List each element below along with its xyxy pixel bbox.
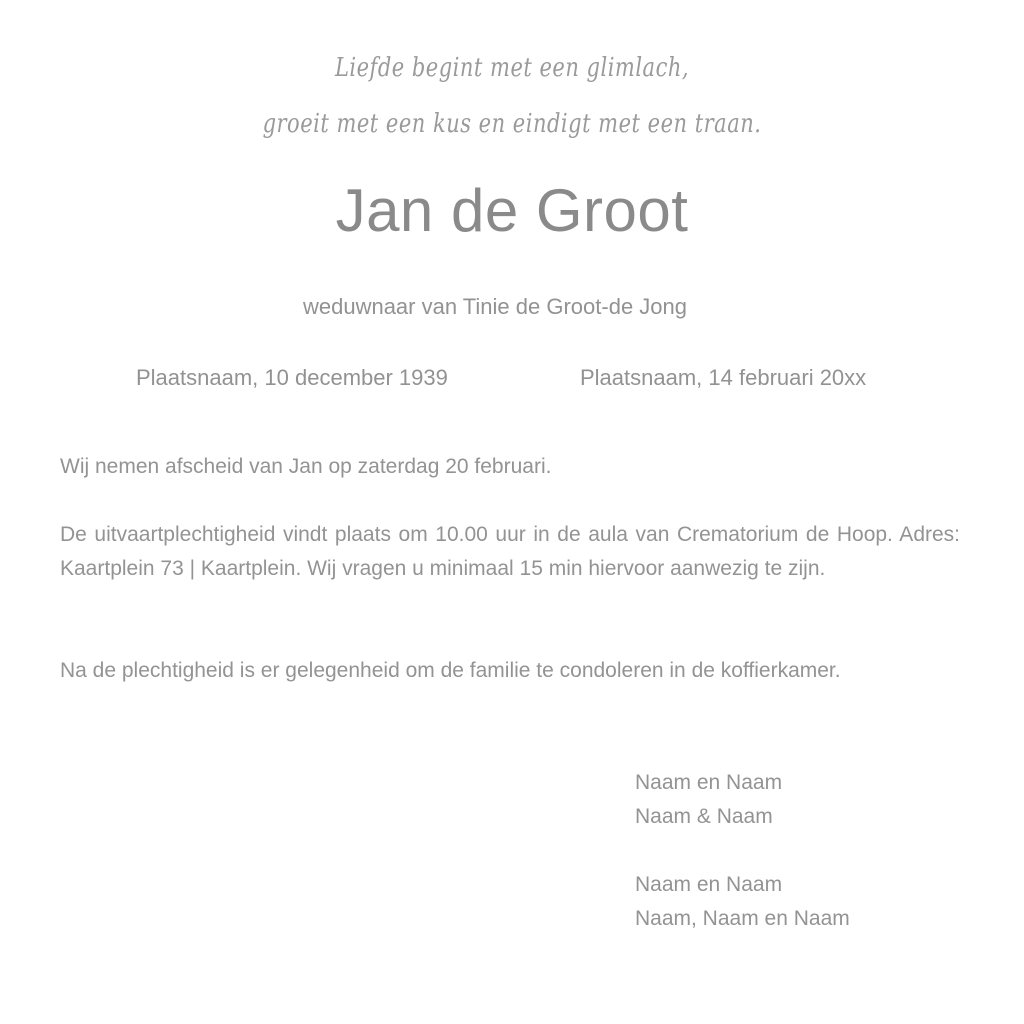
quote-line-1: Liefde begint met een glimlach, <box>334 52 690 82</box>
signatures <box>635 766 850 936</box>
signature-line: Naam en Naam <box>635 873 783 896</box>
farewell-paragraph: Wij nemen afscheid van Jan op zaterdag 20 februari. <box>60 455 552 478</box>
signature-line: Naam en Naam <box>635 771 783 794</box>
quote-line-2: groeit met een kus en eindigt met een traan. <box>262 108 762 138</box>
signature-line: Naam, Naam en Naam <box>635 907 850 930</box>
birth-date: Plaatsnaam, 10 december 1939 <box>136 365 448 390</box>
condolence-paragraph: Na de plechtigheid is er gelegenheid om de familie te condoleren in de koffierkamer. <box>60 659 841 682</box>
signature-line: Naam & Naam <box>635 805 773 828</box>
signature-spacer <box>635 834 850 868</box>
deceased-name: Jan de Groot <box>335 177 689 244</box>
ceremony-paragraph: De uitvaartplechtigheid vindt plaats om 10.00 uur in de aula van Crematorium de Hoop. Adres: Kaartplein 73 | Kaartplein. Wij vragen u minimaal 15 min hiervoor aanwezig te zijn. <box>60 523 960 580</box>
relation-line: weduwnaar van Tinie de Groot-de Jong <box>302 294 687 319</box>
death-date: Plaatsnaam, 14 februari 20xx <box>580 365 867 390</box>
